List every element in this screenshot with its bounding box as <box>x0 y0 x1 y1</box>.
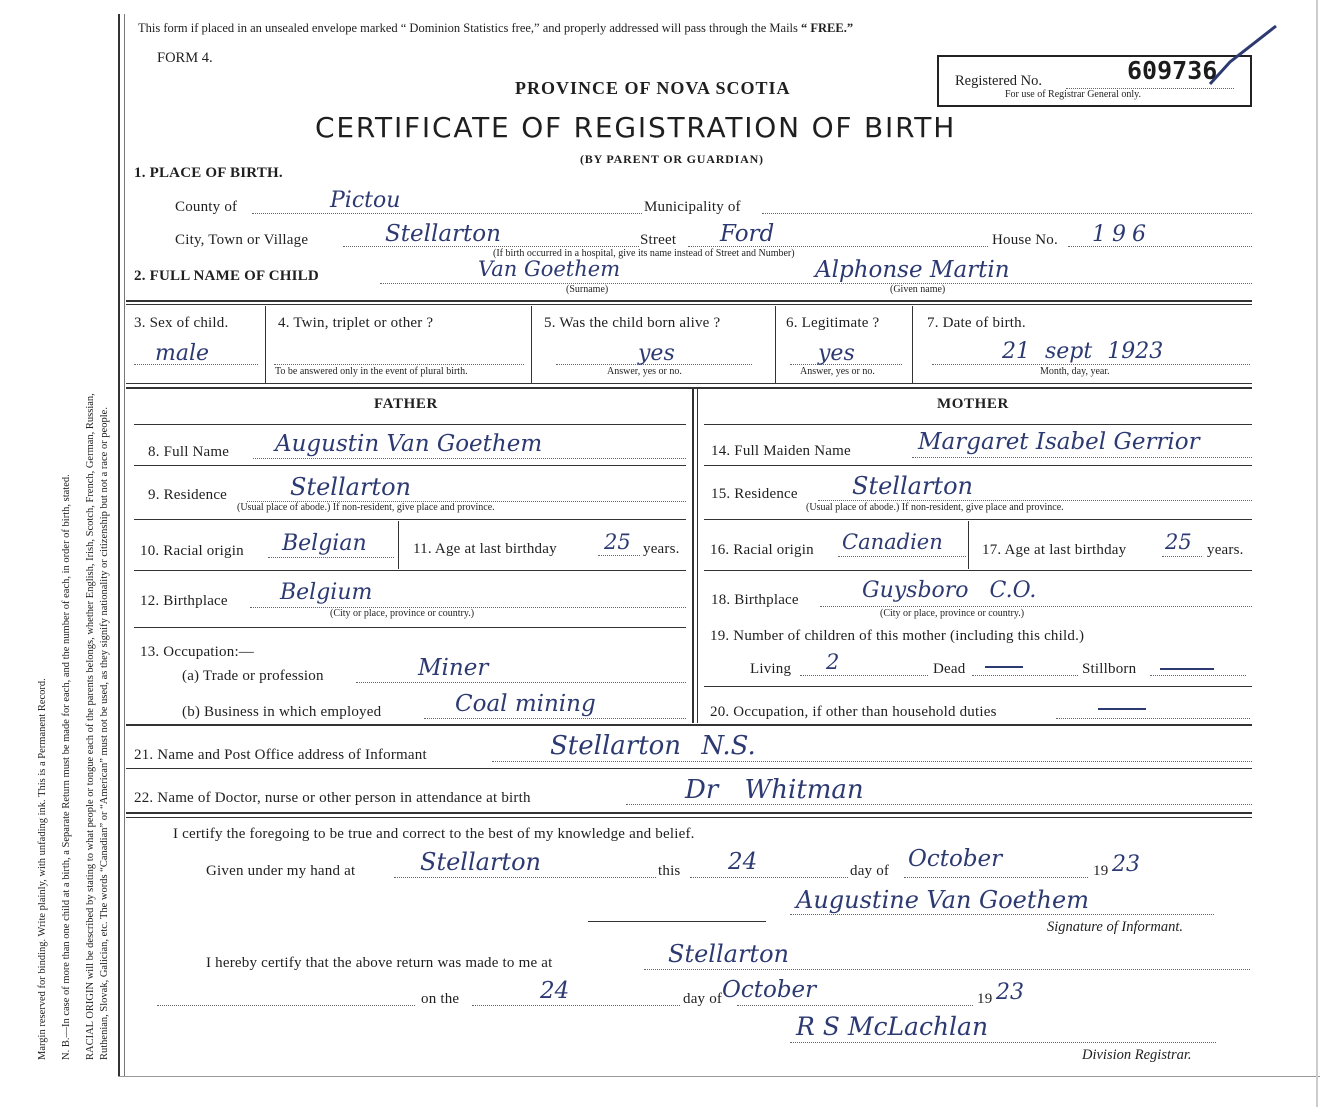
rule-below-informant <box>126 768 1252 769</box>
municipality-label: Municipality of <box>644 199 741 215</box>
mother-residence-value: Stellarton <box>852 472 973 500</box>
father-age-value: 25 <box>604 530 631 554</box>
mother-age-line <box>1162 556 1202 557</box>
mother-name-label: 14. Full Maiden Name <box>711 443 851 459</box>
doctor-label: 22. Name of Doctor, nurse or other person in attendance at birth <box>134 790 531 806</box>
mother-stillborn-dash <box>1160 668 1214 670</box>
mother-occupation-label: 20. Occupation, if other than household duties <box>710 704 997 720</box>
dob-label: 7. Date of birth. <box>927 315 1026 331</box>
county-line <box>252 213 642 214</box>
given-under-label: Given under my hand at <box>206 863 356 879</box>
registrar-lead-line <box>157 1005 415 1006</box>
registrar-place-value: Stellarton <box>668 940 789 968</box>
father-heading-rule <box>134 424 686 425</box>
father-birthplace-label: 12. Birthplace <box>140 593 228 609</box>
given-place-line <box>394 877 656 878</box>
mother-race-line <box>838 556 966 557</box>
certify-text: I certify the foregoing to be true and correct to the best of my knowledge and belief. <box>173 826 695 842</box>
child-given-name: Alphonse Martin <box>815 257 1010 283</box>
father-age-line <box>598 555 640 556</box>
father-race-label: 10. Racial origin <box>140 543 244 559</box>
father-residence-note: (Usual place of abode.) If non-resident, give place and province. <box>237 502 495 513</box>
registrar-place-line <box>644 969 1250 970</box>
given-year-value: 23 <box>1112 852 1140 877</box>
registrar-day-line <box>472 1005 680 1006</box>
registrar-signature-line <box>790 1042 1216 1043</box>
alive-value: yes <box>638 341 675 366</box>
check-mark <box>1200 22 1280 92</box>
father-race-age-divider <box>398 521 399 569</box>
mother-birthplace-label: 18. Birthplace <box>711 592 799 608</box>
alive-note: Answer, yes or no. <box>607 366 682 377</box>
given-month-line <box>904 877 1088 878</box>
mother-birthplace-line <box>820 606 1252 607</box>
child-surname: Van Goethem <box>478 257 621 281</box>
rule-below-child-details-2 <box>126 387 1252 389</box>
father-residence-label: 9. Residence <box>148 487 228 503</box>
dob-line <box>932 364 1250 365</box>
mail-free: “ FREE.” <box>801 21 854 35</box>
divider-3-4 <box>265 306 266 384</box>
mother-age-value: 25 <box>1165 530 1192 554</box>
father-residence-value: Stellarton <box>290 473 411 501</box>
father-birthplace-note: (City or place, province or country.) <box>330 608 475 619</box>
county-value: Pictou <box>330 188 401 213</box>
legitimate-label: 6. Legitimate ? <box>786 315 880 331</box>
father-business-value: Coal mining <box>455 691 596 717</box>
legitimate-note: Answer, yes or no. <box>800 366 875 377</box>
divider-5-6 <box>775 306 776 384</box>
rule-below-parents <box>126 724 1252 726</box>
county-label: County of <box>175 199 238 215</box>
given-day-of-label: day of <box>850 863 890 879</box>
divider-6-7 <box>912 306 913 384</box>
given-this-label: this <box>658 863 681 879</box>
mother-race-age-divider <box>968 521 969 569</box>
registrar-month-value: October <box>722 977 817 1003</box>
rule-top-child-details <box>126 300 1252 302</box>
margin-rule-inner <box>124 14 125 1076</box>
registrar-signature-label: Division Registrar. <box>1082 1047 1192 1063</box>
mail-notice: This form if placed in an unsealed envelope marked “ Dominion Statistics free,” and properly addressed will pass through the Mails “ FREE.” <box>138 21 854 35</box>
father-race-value: Belgian <box>282 531 367 556</box>
mother-living-line <box>800 675 928 676</box>
given-month-value: October <box>908 846 1003 872</box>
rule-top-child-details-2 <box>126 304 1252 305</box>
registered-number: 609736 <box>1127 56 1218 85</box>
house-value: 196 <box>1092 222 1152 247</box>
mother-dead-label: Dead <box>933 661 966 677</box>
given-day-line <box>690 877 848 878</box>
sex-label: 3. Sex of child. <box>134 315 229 331</box>
margin-note-racial-origin-1: RACIAL ORIGIN will be described by stating to what people or tongue each of the parents belongs, whether English, Irish, Scotch, French, German, Russian, <box>85 393 96 1060</box>
mother-heading: MOTHER <box>937 396 1009 412</box>
rule-below-child-details <box>126 383 1252 384</box>
registrar-month-line <box>737 1005 973 1006</box>
twin-label: 4. Twin, triplet or other ? <box>278 315 434 331</box>
mother-residence-note: (Usual place of abode.) If non-resident, give place and province. <box>806 502 1064 513</box>
given-year-prefix: 19 <box>1093 863 1109 879</box>
sex-value: male <box>155 341 210 366</box>
twin-line <box>274 364 524 365</box>
mother-children-label: 19. Number of children of this mother (including this child.) <box>710 628 1085 644</box>
mother-race-label: 16. Racial origin <box>710 542 814 558</box>
certificate-subtitle: (BY PARENT OR GUARDIAN) <box>580 152 764 166</box>
given-place-value: Stellarton <box>420 848 541 876</box>
alive-label: 5. Was the child born alive ? <box>544 315 721 331</box>
legitimate-value: yes <box>818 341 855 366</box>
dob-value: 21 sept 1923 <box>1002 339 1164 364</box>
city-value: Stellarton <box>385 221 501 247</box>
twin-note: To be answered only in the event of plural birth. <box>275 366 468 377</box>
father-heading: FATHER <box>374 396 438 412</box>
parent-column-divider <box>692 389 694 723</box>
registrar-signature: R S McLachlan <box>796 1012 989 1041</box>
informant-label: 21. Name and Post Office address of Informant <box>134 747 427 763</box>
registrar-text: I hereby certify that the above return was made to me at <box>206 955 553 971</box>
short-rule <box>588 921 766 922</box>
mother-stillborn-line <box>1150 675 1246 676</box>
mother-name-line <box>912 457 1252 458</box>
hospital-note: (If birth occurred in a hospital, give its name instead of Street and Number) <box>493 248 795 259</box>
rule-below-doctor-2 <box>126 817 1252 818</box>
mother-row-rule-3 <box>704 570 1252 571</box>
page-right-edge <box>1316 0 1318 1107</box>
registrar-year-value: 23 <box>996 980 1024 1005</box>
mother-stillborn-label: Stillborn <box>1082 661 1137 677</box>
father-row-rule-1 <box>134 465 686 466</box>
informant-signature-label: Signature of Informant. <box>1047 919 1184 935</box>
registered-note: For use of Registrar General only. <box>1005 89 1141 100</box>
margin-note-multiple-births: N. B.—In case of more than one child at a birth, a Separate Return must be made for each, and the number of each, in order of birth, stated. <box>61 474 72 1060</box>
mother-heading-rule <box>704 424 1252 425</box>
given-day-value: 24 <box>728 849 758 875</box>
mother-dead-line <box>972 675 1078 676</box>
mother-dead-dash <box>985 666 1023 668</box>
city-label: City, Town or Village <box>175 232 309 248</box>
father-trade-line <box>356 682 686 683</box>
margin-note-binding: Margin reserved for binding. Write plainly, with unfading ink. This is a Permanent Record. <box>37 678 48 1060</box>
doctor-value: Dr Whitman <box>685 775 864 805</box>
mother-living-label: Living <box>750 661 792 677</box>
father-business-line <box>424 718 686 719</box>
divider-4-5 <box>531 306 532 384</box>
informant-line <box>492 761 1252 762</box>
informant-signature-line <box>790 914 1214 915</box>
father-age-label: 11. Age at last birthday <box>413 541 557 557</box>
dob-note: Month, day, year. <box>1040 366 1110 377</box>
street-label: Street <box>640 232 677 248</box>
mother-row-rule-4 <box>704 686 1252 687</box>
father-row-rule-2 <box>134 519 686 520</box>
margin-rule <box>118 14 120 1076</box>
registrar-on-label: on the <box>421 991 460 1007</box>
form-number: FORM 4. <box>157 50 213 66</box>
mother-residence-label: 15. Residence <box>711 486 798 502</box>
parent-column-divider-2 <box>697 389 698 723</box>
municipality-line <box>762 213 1252 214</box>
father-name-line <box>253 458 686 459</box>
province-title: PROVINCE OF NOVA SCOTIA <box>515 78 791 98</box>
father-business-label: (b) Business in which employed <box>182 704 382 720</box>
rule-below-doctor <box>126 812 1252 814</box>
father-name-label: 8. Full Name <box>148 444 230 460</box>
mother-birthplace-note: (City or place, province or country.) <box>880 608 1025 619</box>
father-row-rule-3 <box>134 570 686 571</box>
mother-residence-line <box>818 500 1252 501</box>
father-name-value: Augustin Van Goethem <box>275 431 543 457</box>
mother-race-value: Canadien <box>842 530 943 554</box>
registrar-day-of-label: day of <box>683 991 723 1007</box>
mother-occupation-line <box>1056 718 1250 719</box>
mother-row-rule-1 <box>704 465 1252 466</box>
street-value: Ford <box>720 221 775 247</box>
father-row-rule-4 <box>134 627 686 628</box>
informant-value: Stellarton N.S. <box>550 731 756 761</box>
child-name-label: 2. FULL NAME OF CHILD <box>134 268 319 284</box>
house-label: House No. <box>992 232 1058 248</box>
father-age-years: years. <box>643 541 680 557</box>
given-name-note: (Given name) <box>890 284 946 295</box>
father-trade-label: (a) Trade or profession <box>182 668 324 684</box>
mother-row-rule-2 <box>704 519 1252 520</box>
mother-age-label: 17. Age at last birthday <box>982 542 1127 558</box>
place-of-birth-heading: 1. PLACE OF BIRTH. <box>134 165 283 181</box>
mother-living-value: 2 <box>826 650 840 674</box>
mother-age-years: years. <box>1207 542 1244 558</box>
father-occupation-label: 13. Occupation:— <box>140 644 255 660</box>
father-trade-value: Miner <box>418 655 489 681</box>
registrar-day-value: 24 <box>540 978 570 1004</box>
certificate-title: CERTIFICATE OF REGISTRATION OF BIRTH <box>315 111 957 144</box>
registrar-year-prefix: 19 <box>977 991 993 1007</box>
margin-note-racial-origin-2: Ruthenian, Slovak, Galician, etc. The words “Canadian” or “American” must not be used, as they signify nationality or citizenship but not a race or people. <box>99 407 110 1060</box>
father-race-line <box>268 557 394 558</box>
father-birthplace-value: Belgium <box>280 580 373 605</box>
mother-name-value: Margaret Isabel Gerrior <box>918 429 1200 455</box>
page-bottom-edge <box>118 1076 1320 1077</box>
informant-signature: Augustine Van Goethem <box>796 886 1089 914</box>
mother-birthplace-value: Guysboro C.O. <box>862 578 1037 603</box>
surname-note: (Surname) <box>566 284 609 295</box>
child-name-line <box>380 283 1252 284</box>
registered-label: Registered No. <box>955 73 1042 89</box>
mother-occupation-dash <box>1098 708 1146 710</box>
